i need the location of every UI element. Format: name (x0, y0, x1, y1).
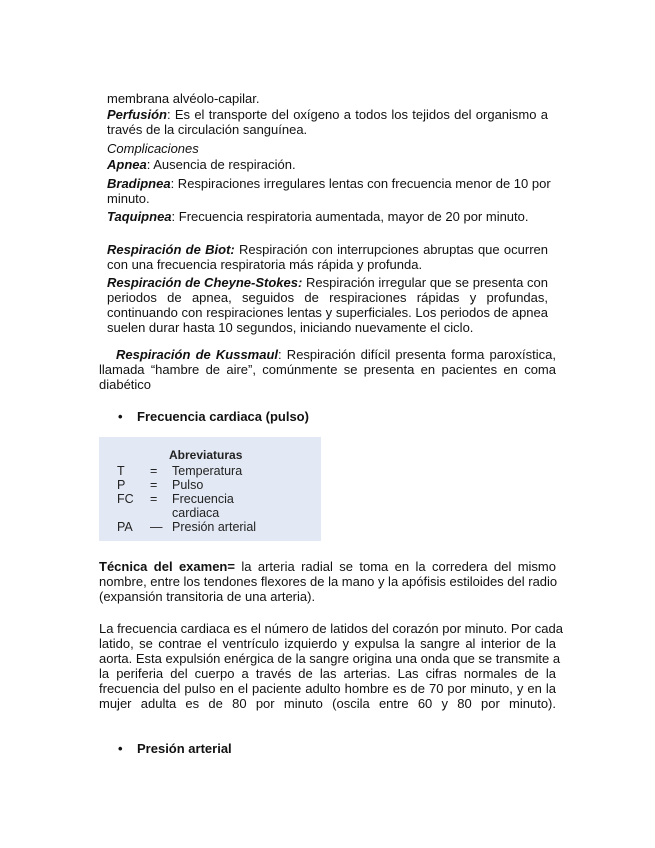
text-line: La frecuencia cardiaca es el número de latidos del corazón por minuto. Por cada (99, 621, 563, 636)
perfusion-line (107, 107, 548, 122)
text-line: continuando con respiraciones lentas y superficiales. Los periodos de apnea (107, 305, 548, 320)
abbreviation-row (117, 506, 219, 520)
section-heading-frecuencia-cardiaca: Frecuencia cardiaca (pulso) (137, 409, 309, 424)
text-line: suelen durar hasta 10 segundos, iniciando nuevamente el ciclo. (107, 320, 474, 335)
text-line: aorta. Esta expulsión enérgica de la sangre origina una onda que se transmite a (99, 651, 561, 666)
term-tecnica: Técnica del examen= (99, 559, 235, 574)
taquipnea-line (107, 209, 548, 224)
abbreviation-row (117, 520, 256, 534)
term-bradipnea: Bradipnea (107, 176, 171, 191)
term-kussmaul: Respiración de Kussmaul (116, 347, 279, 362)
abbreviation-row (117, 492, 234, 506)
text-line: través de la circulación sanguínea. (107, 122, 308, 137)
tecnica-line (99, 559, 556, 574)
text-line: periodos de apnea, seguidos de respiraciones rápidas y profundas, (107, 290, 548, 305)
section-heading-presion-arterial: Presión arterial (137, 741, 232, 756)
term-cheyne-stokes: Respiración de Cheyne-Stokes: (107, 275, 303, 290)
text-line: mujer adulta es de 80 por minuto (oscila entre 60 y 80 por minuto). (99, 696, 556, 711)
cheyne-stokes-paragraph (107, 275, 548, 335)
abbreviations-figure (99, 437, 321, 541)
definition-tecnica: la arteria radial se toma en la corredera del mismo (234, 559, 556, 574)
abbreviation-eq: = (150, 478, 158, 492)
abbreviation-key: PA (117, 520, 133, 534)
text-line: (expansión transitoria de una arteria). (99, 589, 316, 604)
abbreviation-value: Frecuencia (172, 492, 234, 506)
abbreviation-eq: = (150, 492, 158, 506)
abbreviation-value: Temperatura (172, 464, 243, 478)
term-biot: Respiración de Biot: (107, 242, 235, 257)
abbreviation-row (117, 478, 203, 492)
definition-apnea: : Ausencia de respiración. (146, 157, 296, 172)
respiration-definitions (107, 91, 551, 224)
text-line: llamada “hambre de aire”, comúnmente se presenta en pacientes en coma (99, 362, 556, 377)
text-line: membrana alvéolo-capilar. (107, 91, 260, 106)
text-line: nombre, entre los tendones flexores de la mano y la apófisis estiloides del radio (99, 574, 558, 589)
term-taquipnea: Taquipnea (107, 209, 172, 224)
definition-bradipnea: : Respiraciones irregulares lentas con frecuencia menor de 10 por (170, 176, 551, 191)
tecnica-paragraph (99, 559, 556, 604)
abbreviation-value: Presión arterial (172, 520, 257, 534)
abbreviation-value: Pulso (172, 478, 204, 492)
abbreviations-title: Abreviaturas (169, 448, 243, 462)
text-line: la periferia del cuerpo a través de las arterias. Las cifras normales de la (99, 666, 556, 681)
text-line: diabético (99, 377, 152, 392)
biot-line (107, 242, 548, 257)
text-line: minuto. (107, 191, 150, 206)
abbreviation-key: T (117, 464, 125, 478)
definition-perfusion: : Es el transporte del oxígeno a todos los tejidos del organismo a (166, 107, 548, 122)
kussmaul-paragraph (99, 347, 556, 392)
text-line: con una frecuencia respiratoria más rápida y profunda. (107, 257, 423, 272)
bradipnea-line (107, 176, 551, 191)
abbreviation-row (117, 464, 242, 478)
definition-cheyne-stokes: Respiración irregular que se presenta con (302, 275, 549, 290)
term-apnea: Apnea (107, 157, 147, 172)
cheyne-line (107, 275, 548, 290)
abbreviation-key: P (117, 478, 126, 492)
frecuencia-cardiaca-paragraph (99, 621, 563, 711)
biot-paragraph (107, 242, 548, 272)
apnea-line (107, 157, 548, 172)
kussmaul-line (99, 347, 556, 362)
term-perfusion: Perfusión (107, 107, 167, 122)
abbreviation-eq: — (150, 520, 163, 534)
bullet-icon: • (118, 409, 123, 424)
text-line: latido, se contrae el ventrículo izquierdo y expulsa la sangre al interior de la (99, 636, 556, 651)
definition-kussmaul: : Respiración difícil presenta forma paroxística, (278, 347, 556, 362)
definition-biot: Respiración con interrupciones abruptas que ocurren (234, 242, 548, 257)
subheading-complicaciones: Complicaciones (107, 141, 199, 156)
abbreviation-eq: = (150, 464, 158, 478)
definition-taquipnea: : Frecuencia respiratoria aumentada, mayor de 20 por minuto. (171, 209, 529, 224)
bullet-icon: • (118, 741, 123, 756)
text-line: frecuencia del pulso en el paciente adulto hombre es de 70 por minuto, y en la (99, 681, 556, 696)
abbreviation-value: cardiaca (172, 506, 220, 520)
abbreviation-key: FC (117, 492, 134, 506)
